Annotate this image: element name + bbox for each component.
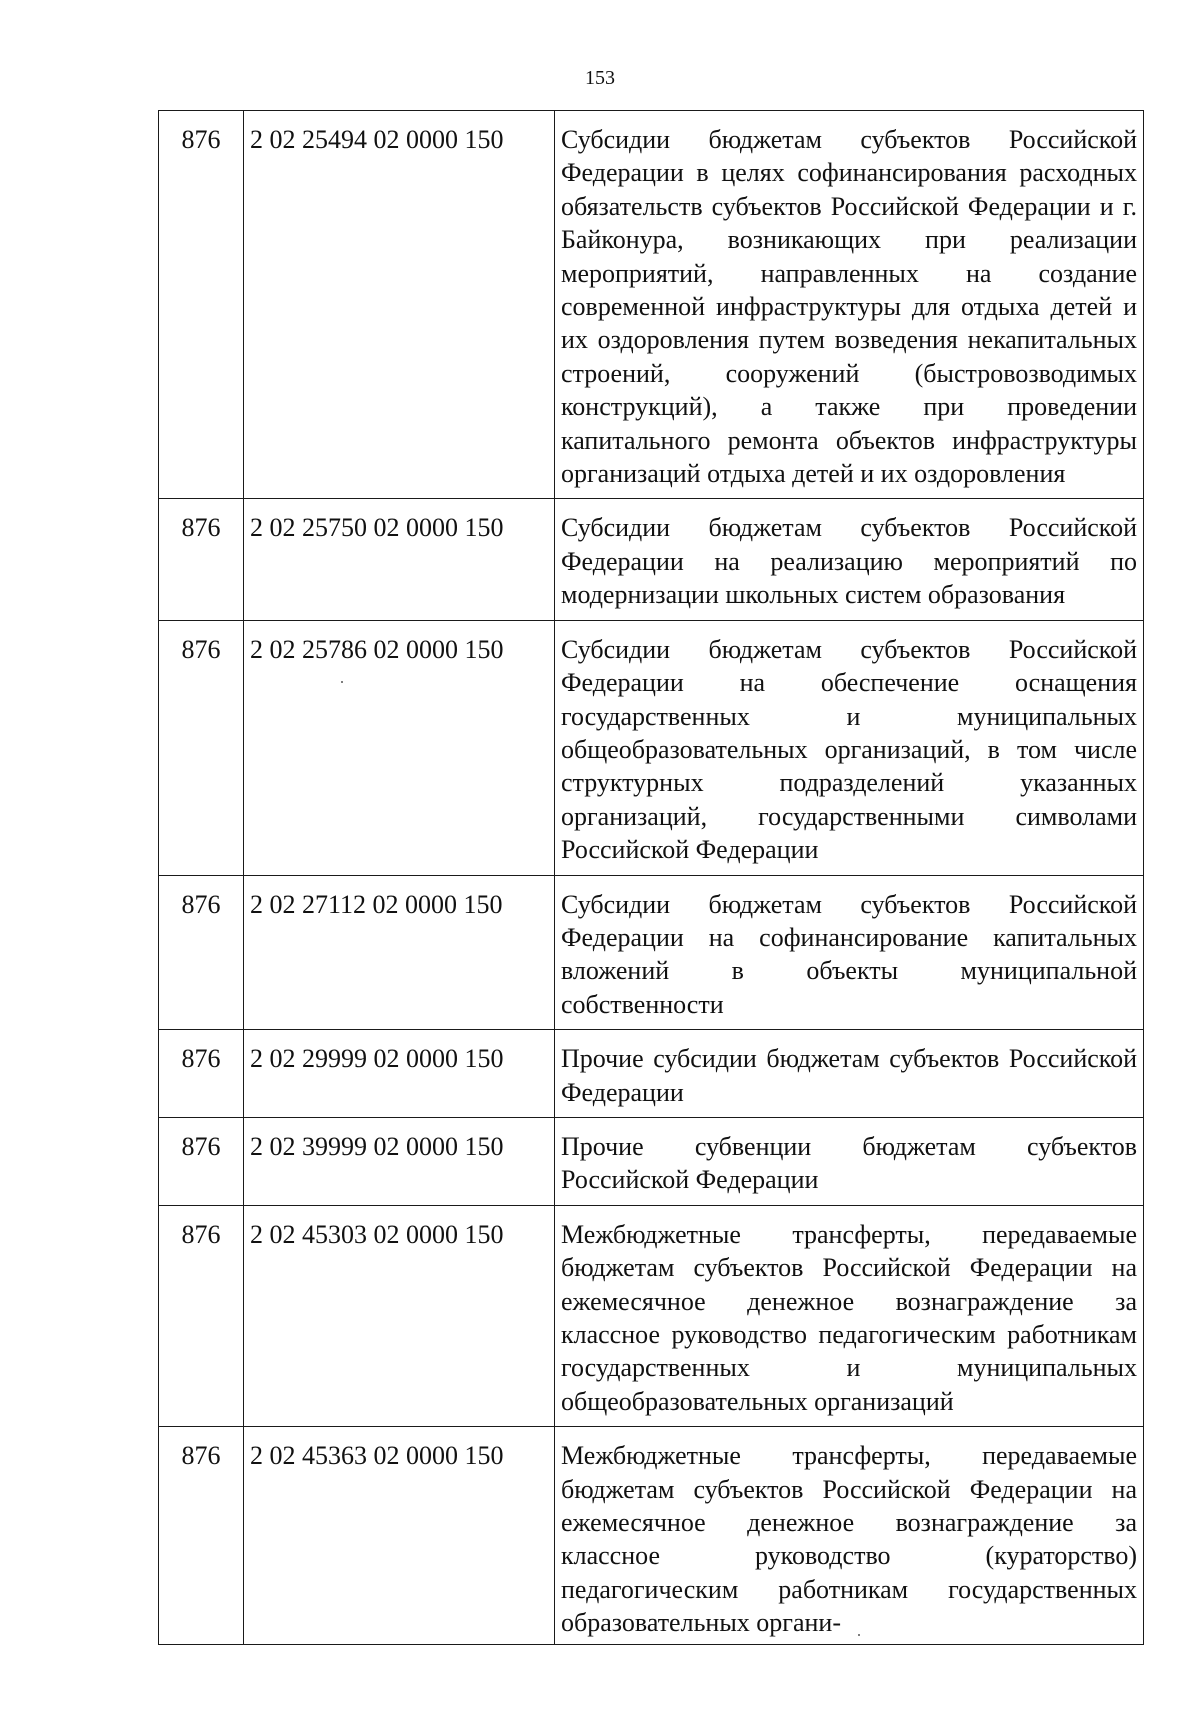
revenue-name-cell: Субсидии бюджетам субъектов Российской Федерации на реализацию мероприятий по модернизации школьных систем образования <box>555 499 1144 620</box>
revenue-name-cell: Межбюджетные трансферты, передаваемые бюджетам субъектов Российской Федерации на ежемесячное денежное вознаграждение за классное руководство педагогическим работникам государственных и муниципальных общеобразовательных организаций <box>555 1205 1144 1426</box>
budget-classification-table <box>158 110 1144 1645</box>
revenue-code-cell: 2 02 39999 02 0000 150 <box>244 1117 555 1205</box>
admin-code-cell: 876 <box>159 620 244 875</box>
scan-speck <box>341 681 343 683</box>
revenue-name-cell: Субсидии бюджетам субъектов Российской Федерации на обеспечение оснащения государственных и муниципальных общеобразовательных организаций, в том числе структурных подразделений указанных организаций, государственными символами Российской Федерации <box>555 620 1144 875</box>
revenue-name-cell: Субсидии бюджетам субъектов Российской Федерации на софинансирование капитальных вложений в объекты муниципальной собственности <box>555 875 1144 1030</box>
revenue-code-cell: 2 02 25750 02 0000 150 <box>244 499 555 620</box>
table-row <box>159 499 1144 620</box>
revenue-name-cell: Прочие субвенции бюджетам субъектов Российской Федерации <box>555 1117 1144 1205</box>
revenue-code-cell: 2 02 25786 02 0000 150 <box>244 620 555 875</box>
table-row <box>159 111 1144 499</box>
admin-code-cell: 876 <box>159 1117 244 1205</box>
revenue-code-cell: 2 02 45303 02 0000 150 <box>244 1205 555 1426</box>
revenue-name-cell: Межбюджетные трансферты, передаваемые бюджетам субъектов Российской Федерации на ежемесячное денежное вознаграждение за классное руководство (кураторство) педагогическим работникам государственных образовательных органи- <box>555 1427 1144 1644</box>
revenue-code-cell: 2 02 25494 02 0000 150 <box>244 111 555 499</box>
admin-code-cell: 876 <box>159 1205 244 1426</box>
admin-code-cell: 876 <box>159 499 244 620</box>
table-row <box>159 1030 1144 1118</box>
table-row <box>159 875 1144 1030</box>
revenue-code-cell: 2 02 29999 02 0000 150 <box>244 1030 555 1118</box>
table-row <box>159 1117 1144 1205</box>
page-number: 153 <box>585 67 615 89</box>
scan-speck <box>858 1634 860 1636</box>
admin-code-cell: 876 <box>159 111 244 499</box>
revenue-name-cell: Субсидии бюджетам субъектов Российской Федерации в целях софинансирования расходных обязательств субъектов Российской Федерации и г. Байконура, возникающих при реализации мероприятий, направленных на создание современной инфраструктуры для отдыха детей и их оздоровления путем возведения некапитальных строений, сооружений (быстровозводимых конструкций), а также при проведении капитального ремонта объектов инфраструктуры организаций отдыха детей и их оздоровления <box>555 111 1144 499</box>
table-row <box>159 1427 1144 1644</box>
table-row <box>159 1205 1144 1426</box>
revenue-code-cell: 2 02 27112 02 0000 150 <box>244 875 555 1030</box>
revenue-name-cell: Прочие субсидии бюджетам субъектов Российской Федерации <box>555 1030 1144 1118</box>
admin-code-cell: 876 <box>159 875 244 1030</box>
revenue-code-cell: 2 02 45363 02 0000 150 <box>244 1427 555 1644</box>
table-row <box>159 620 1144 875</box>
admin-code-cell: 876 <box>159 1427 244 1644</box>
admin-code-cell: 876 <box>159 1030 244 1118</box>
